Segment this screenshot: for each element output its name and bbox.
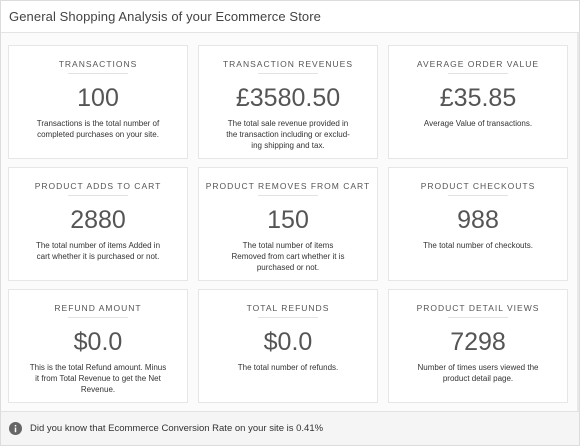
- card-product-checkouts: [388, 167, 568, 281]
- card-description-line: cart whether it is purchased or not.: [36, 252, 160, 261]
- card-description-line: Revenue.: [80, 385, 116, 394]
- scrollbar-track[interactable]: [577, 33, 579, 411]
- card-description-line: This is the total Refund amount. Minus: [29, 363, 167, 372]
- card-divider: [258, 317, 318, 318]
- card-description: [403, 118, 553, 129]
- card-description-line: Average Value of transactions.: [423, 119, 533, 128]
- card-product-detail-views: [388, 289, 568, 403]
- card-label: TOTAL REFUNDS: [246, 303, 330, 313]
- info-icon: [9, 422, 22, 435]
- card-description-line: completed purchases on your site.: [37, 130, 159, 139]
- card-label: REFUND AMOUNT: [54, 303, 142, 313]
- card-description: [213, 240, 363, 273]
- card-divider: [258, 195, 318, 196]
- card-description: [213, 118, 363, 151]
- card-description-line: The total number of checkouts.: [423, 241, 533, 250]
- card-label: PRODUCT REMOVES FROM CART: [205, 181, 371, 191]
- card-value: 7298: [450, 328, 506, 356]
- card-description-line: Number of times users viewed the: [417, 363, 539, 372]
- card-total-refunds: [198, 289, 378, 403]
- card-value: 150: [267, 206, 309, 234]
- card-value: 988: [457, 206, 499, 234]
- card-divider: [258, 73, 318, 74]
- card-divider: [68, 317, 128, 318]
- card-transactions: [8, 45, 188, 159]
- card-description-line: the transaction including or exclud-: [226, 130, 350, 139]
- card-description-line: ing shipping and tax.: [251, 141, 325, 150]
- card-label: AVERAGE ORDER VALUE: [416, 59, 540, 69]
- card-description: [23, 362, 173, 395]
- card-label: TRANSACTION REVENUES: [222, 59, 354, 69]
- conversion-rate-message: Did you know that Ecommerce Conversion Rate on your site is 0.41%: [30, 423, 324, 434]
- conversion-info-bar: [1, 411, 579, 445]
- card-description: [403, 362, 553, 384]
- card-description-line: Transactions is the total number of: [36, 119, 160, 128]
- panel-header: [1, 1, 579, 33]
- card-product-adds-to-cart: [8, 167, 188, 281]
- card-description: [213, 362, 363, 373]
- card-divider: [448, 195, 508, 196]
- card-description: [23, 240, 173, 262]
- card-value: 2880: [70, 206, 126, 234]
- card-value: £3580.50: [235, 84, 341, 112]
- card-label: PRODUCT CHECKOUTS: [420, 181, 536, 191]
- card-refund-amount: [8, 289, 188, 403]
- card-product-removes-from-cart: [198, 167, 378, 281]
- card-description-line: purchased or not.: [256, 263, 320, 272]
- card-description-line: The total number of items: [242, 241, 334, 250]
- panel-title: General Shopping Analysis of your Ecommerce Store: [9, 9, 321, 24]
- card-transaction-revenues: [198, 45, 378, 159]
- card-value: 100: [77, 84, 119, 112]
- card-divider: [68, 195, 128, 196]
- card-label: PRODUCT ADDS TO CART: [34, 181, 162, 191]
- card-description-line: The total number of refunds.: [237, 363, 339, 372]
- card-description-line: product detail page.: [442, 374, 514, 383]
- stats-grid: [1, 33, 579, 411]
- card-description-line: Removed from cart whether it is: [231, 252, 345, 261]
- card-description-line: The total sale revenue provided in: [227, 119, 349, 128]
- card-description: [403, 240, 553, 251]
- card-value: $0.0: [73, 328, 123, 356]
- card-description-line: it from Total Revenue to get the Net: [35, 374, 161, 383]
- card-label: TRANSACTIONS: [58, 59, 138, 69]
- card-value: £35.85: [439, 84, 517, 112]
- card-label: PRODUCT DETAIL VIEWS: [416, 303, 540, 313]
- card-description: [23, 118, 173, 140]
- card-value: $0.0: [263, 328, 313, 356]
- card-divider: [68, 73, 128, 74]
- card-divider: [448, 73, 508, 74]
- card-divider: [448, 317, 508, 318]
- card-average-order-value: [388, 45, 568, 159]
- card-description-line: The total number of items Added in: [35, 241, 161, 250]
